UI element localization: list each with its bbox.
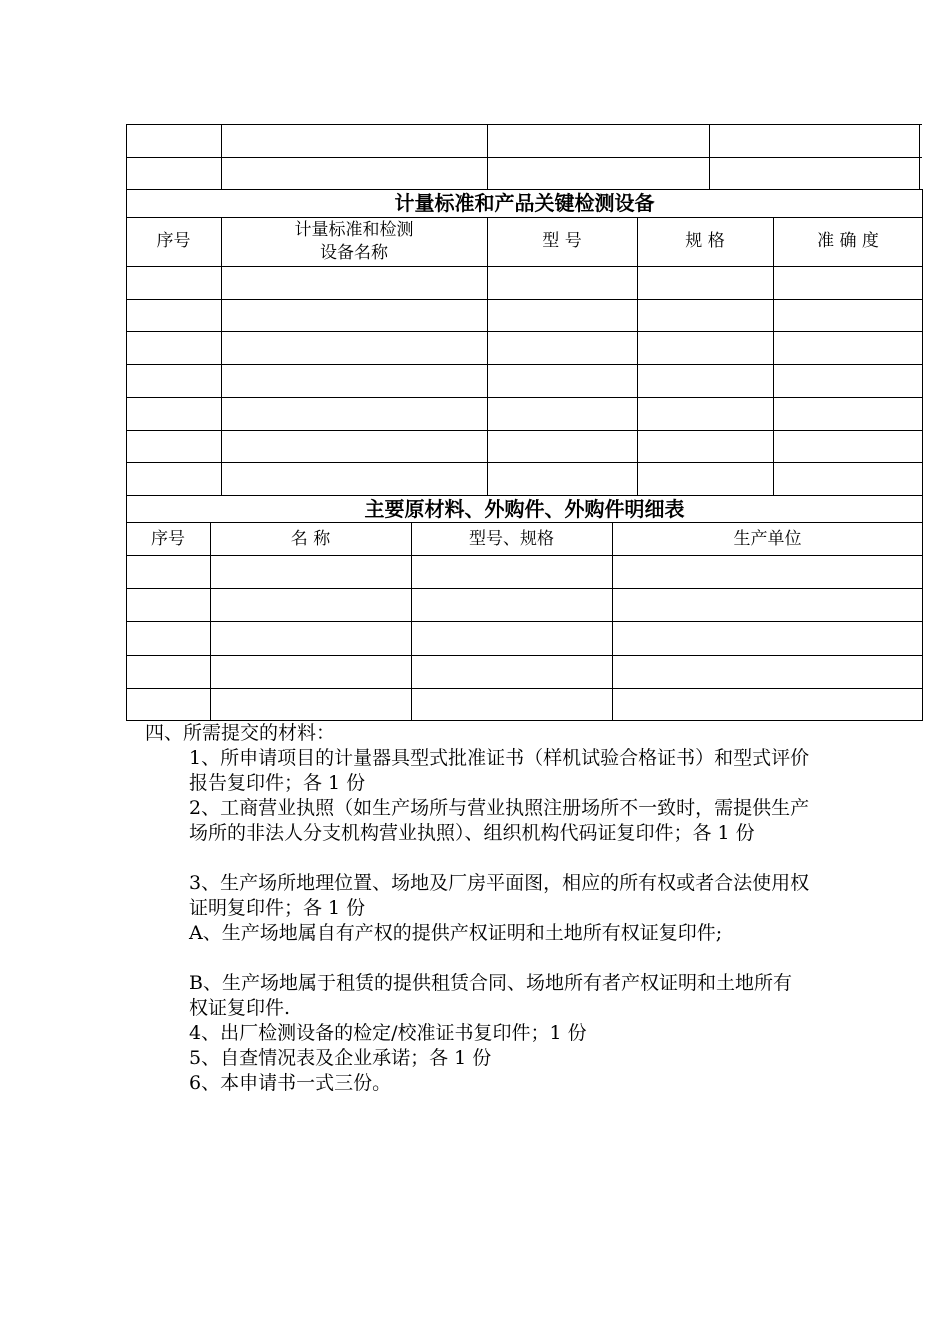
materials-item-a: A、生产场地属自有产权的提供产权证明和土地所有权证复印件; bbox=[189, 922, 723, 944]
header-equipment-name-line2: 设备名称 bbox=[320, 243, 388, 263]
header-model: 型 号 bbox=[542, 231, 582, 251]
header-model-spec: 型号、规格 bbox=[469, 529, 554, 549]
materials-item-6: 6、本申请书一式三份。 bbox=[189, 1072, 392, 1094]
materials-item-b: B、生产场地属于租赁的提供租赁合同、场地所有者产权证明和土地所有权证复印件. bbox=[189, 972, 792, 1019]
equipment-table-title: 计量标准和产品关键检测设备 bbox=[394, 191, 655, 215]
header-spec: 规 格 bbox=[685, 231, 725, 251]
header-accuracy: 准 确 度 bbox=[817, 231, 879, 251]
header-serial: 序号 bbox=[156, 231, 191, 251]
materials-item-4: 4、出厂检测设备的检定/校准证书复印件；1 份 bbox=[189, 1022, 587, 1044]
materials-item-2: 2、工商营业执照（如生产场所与营业执照注册场所不一致时，需提供生产场所的非法人分支机构营业执照）、组织机构代码证复印件；各 1 份 bbox=[189, 797, 810, 844]
materials-item-5: 5、自查情况表及企业承诺；各 1 份 bbox=[189, 1047, 492, 1069]
materials-item-3: 3、生产场所地理位置、场地及厂房平面图，相应的所有权或者合法使用权证明复印件；各 1 份 bbox=[189, 872, 810, 919]
header-manufacturer: 生产单位 bbox=[733, 529, 802, 549]
materials-heading: 四、所需提交的材料： bbox=[145, 722, 336, 744]
materials-table-title: 主要原材料、外购件、外购件明细表 bbox=[364, 497, 685, 521]
header-equipment-name-line1: 计量标准和检测 bbox=[294, 220, 414, 240]
materials-item-1: 1、所申请项目的计量器具型式批准证书（样机试验合格证书）和型式评价报告复印件；各 1 份 bbox=[189, 747, 810, 794]
header-serial-2: 序号 bbox=[151, 529, 185, 549]
header-name: 名 称 bbox=[290, 529, 331, 549]
